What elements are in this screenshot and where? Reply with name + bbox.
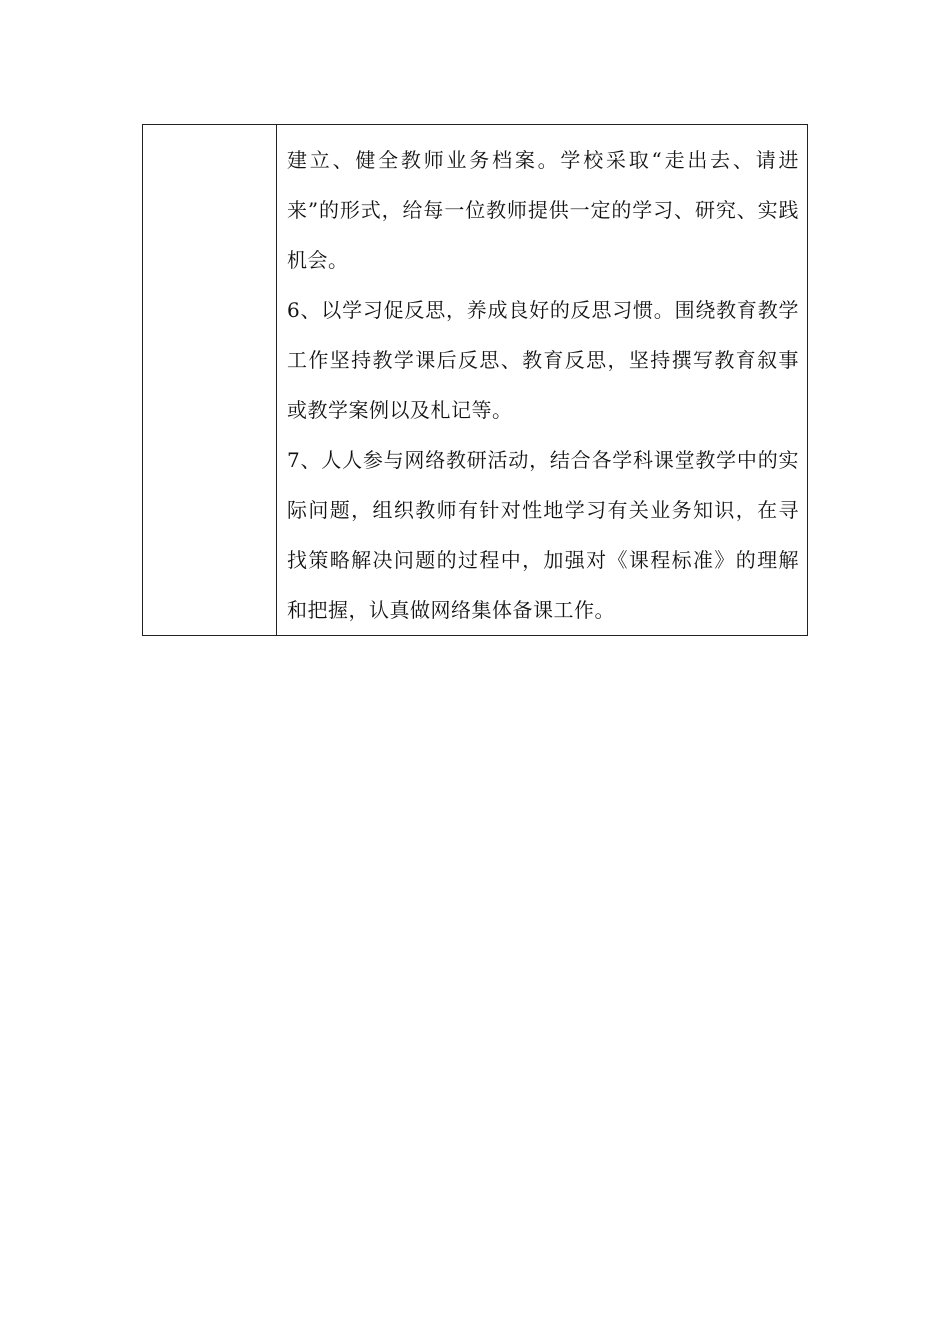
paragraph-item-7: 7、人人参与网络教研活动，结合各学科课堂教学中的实际问题，组织教师有针对性地学习有关业务知识，在寻找策略解决问题的过程中，加强对《课程标准》的理解和把握，认真做网络集体备课工作。 bbox=[287, 448, 799, 622]
content-cell bbox=[277, 125, 808, 636]
paragraph-item-6: 6、以学习促反思，养成良好的反思习惯。围绕教育教学工作坚持教学课后反思、教育反思，坚持撰写教育叙事或教学案例以及札记等。 bbox=[287, 298, 799, 422]
left-label-cell bbox=[143, 125, 277, 636]
table-row bbox=[143, 125, 808, 636]
document-table bbox=[142, 124, 808, 636]
paragraph-archive: 建立、健全教师业务档案。学校采取“走出去、请进来”的形式，给每一位教师提供一定的学习、研究、实践机会。 bbox=[287, 148, 799, 272]
